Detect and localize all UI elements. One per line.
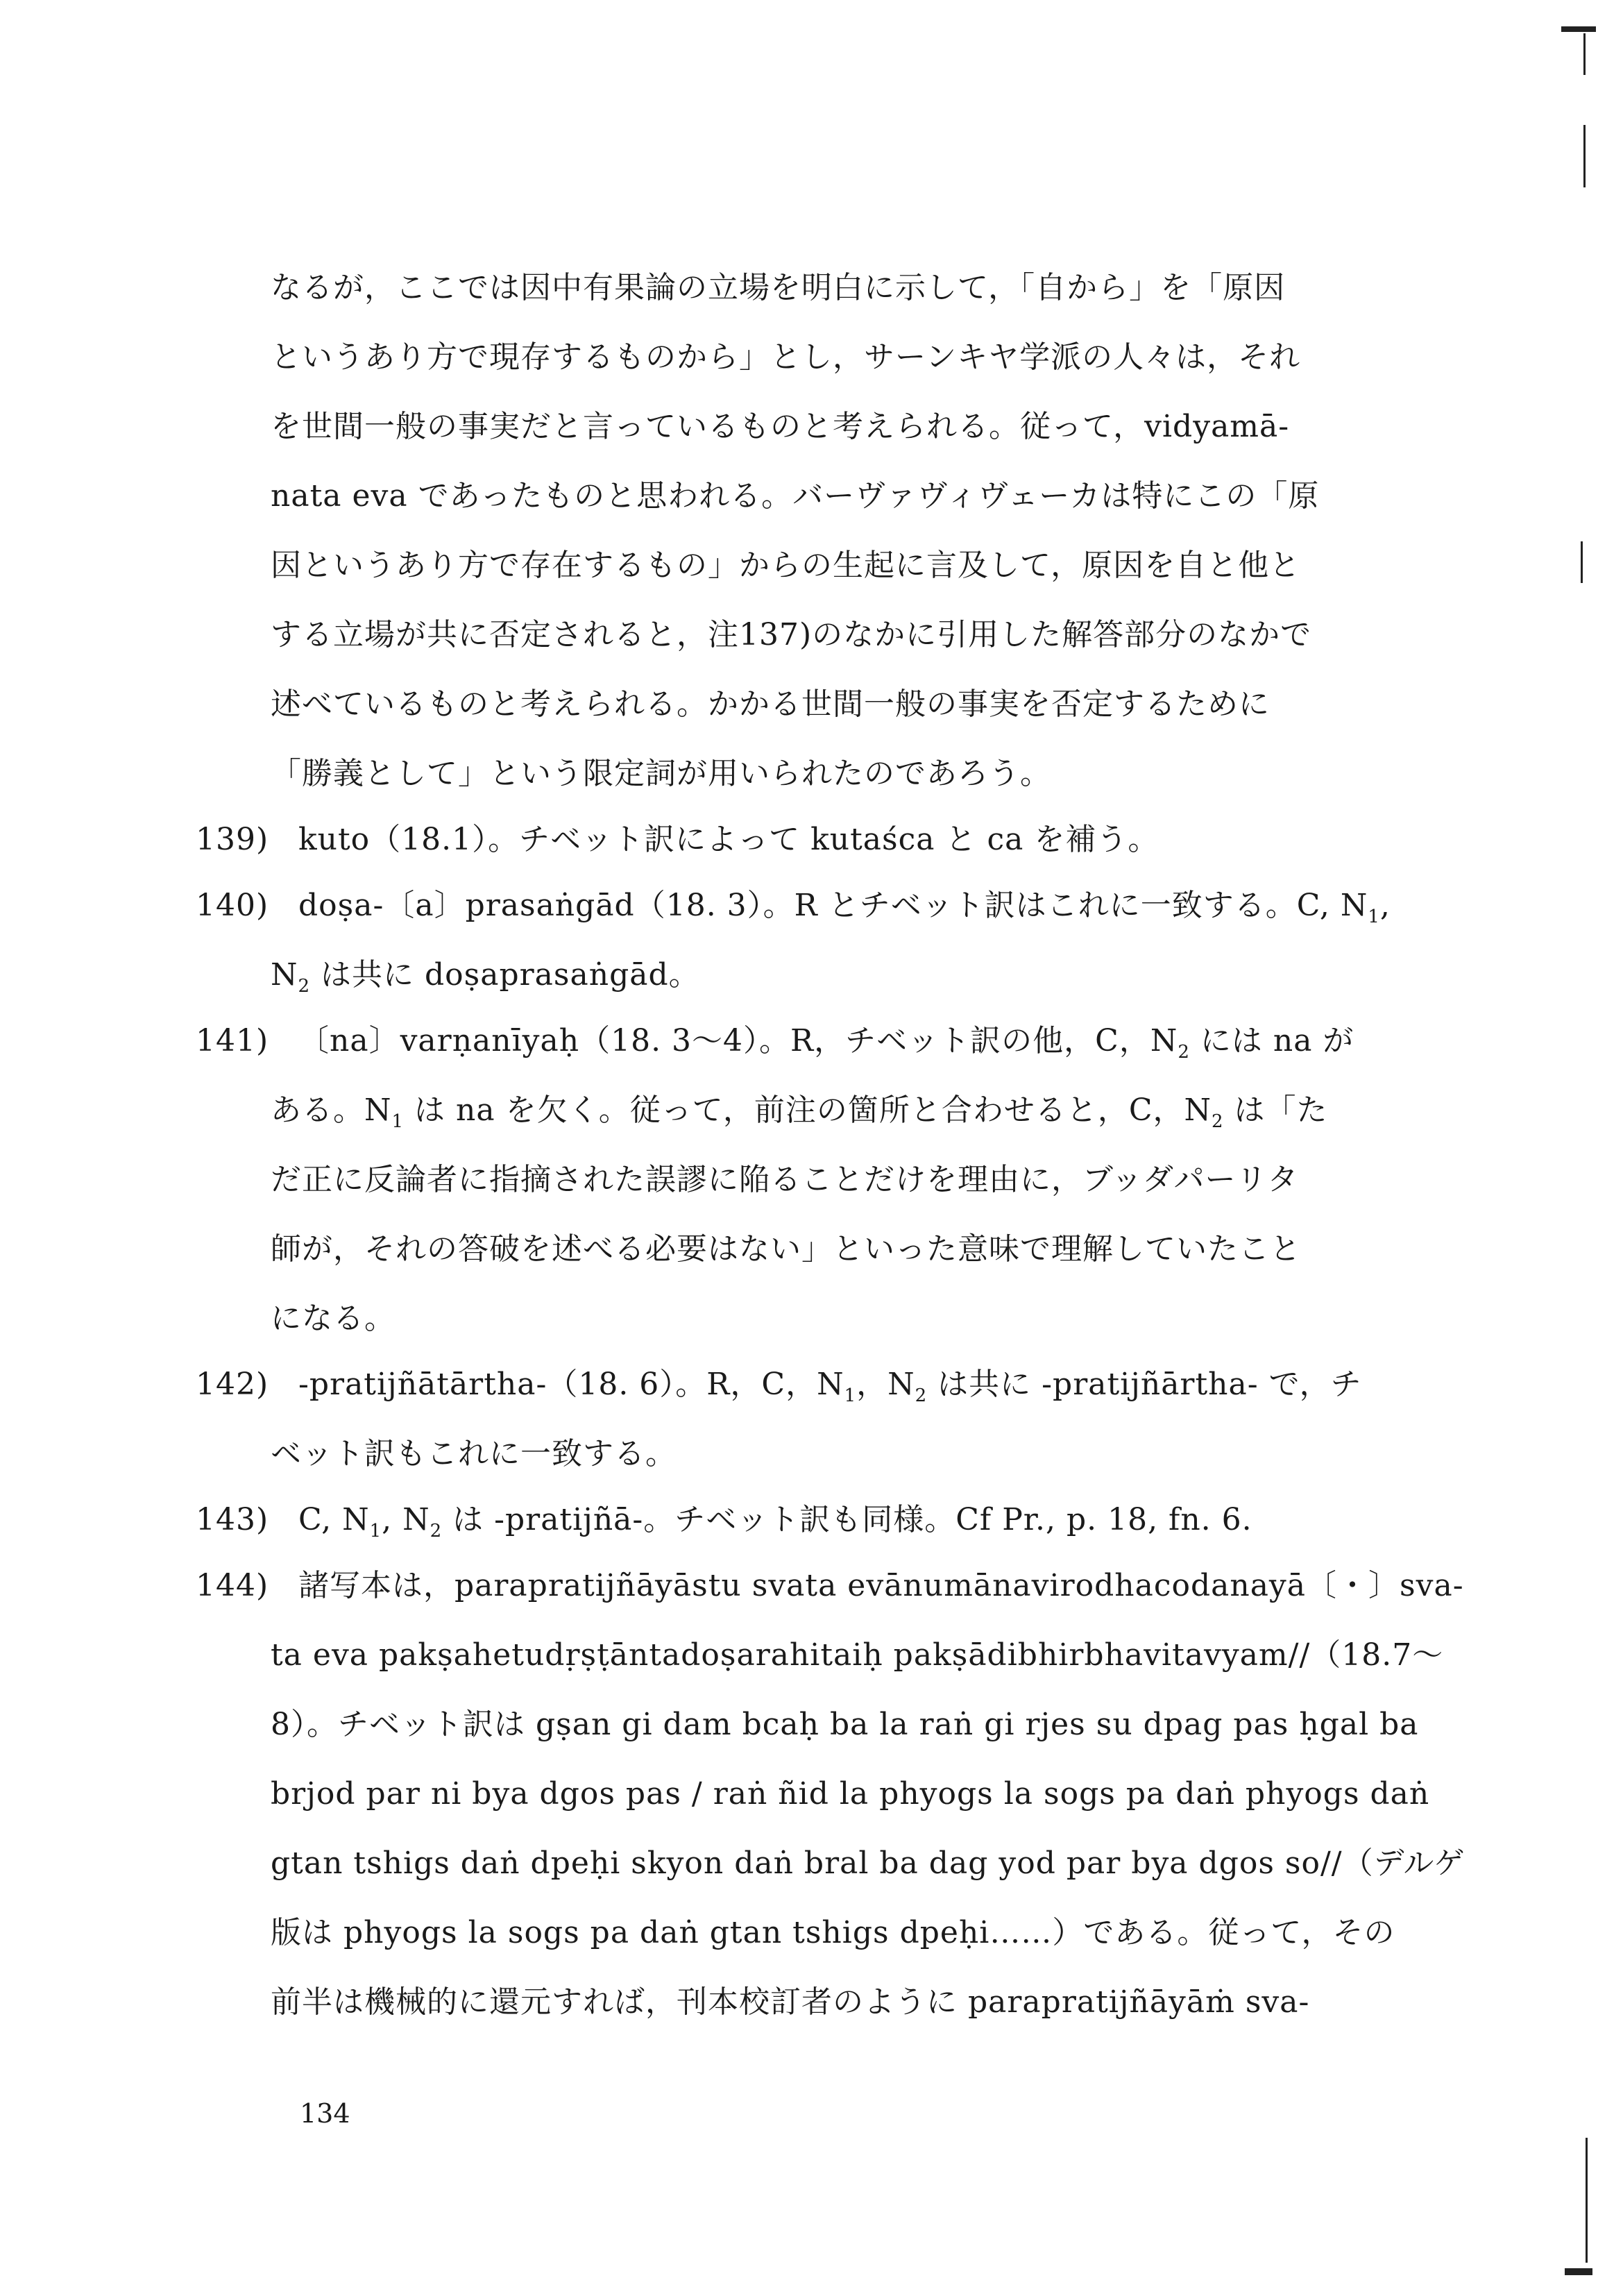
note-text-continuation: ある。$N_1$ は na を欠く。従って，前注の箇所と合わせると，C，$N_2$ は「た [271, 1092, 1328, 1132]
intro-line: 因というあり方で存在するもの」からの生起に言及して，原因を自と他と [271, 548, 1301, 583]
intro-line: 「勝義として」という限定詞が用いられたのであろう。 [271, 756, 1051, 791]
intro-line: というあり方で現存するものから」とし，サーンキヤ学派の人々は，それ [271, 339, 1301, 375]
note-text-continuation: 8）。チベット訳は gṣan gi dam bcaḥ ba la raṅ gi rjes su dpag pas ḥgal ba [271, 1707, 1419, 1742]
note-text-continuation: ベット訳もこれに一致する。 [271, 1436, 677, 1471]
scan-edge-mark [1581, 541, 1583, 583]
scan-edge-mark [1565, 2268, 1592, 2275]
note-text-continuation: ta eva pakṣahetudṛṣṭāntadoṣarahitaiḥ pakṣādibhirbhavitavyam//（18.7〜 [271, 1637, 1444, 1673]
intro-line: nata eva であったものと思われる。バーヴァヴィヴェーカは特にこの「原 [271, 478, 1320, 514]
intro-line: を世間一般の事実だと言っているものと考えられる。従って，vidyamā- [271, 409, 1290, 444]
note-text-continuation: brjod par ni bya dgos pas / raṅ ñid la phyogs la sogs pa daṅ phyogs daṅ [271, 1776, 1430, 1812]
note-number: 140) [196, 888, 269, 923]
note-text-continuation: になる。 [271, 1301, 396, 1336]
note-text-continuation: 師が，それの答破を述べる必要はない」といった意味で理解していたこと [271, 1231, 1301, 1267]
note-text: 諸写本は，parapratijñāyāstu svata evānumānavirodhacodanayā〔・〕sva- [298, 1568, 1464, 1603]
scan-edge-mark [1583, 33, 1586, 75]
note-text: doṣa-〔a〕prasaṅgād（18. 3）。R とチベット訳はこれに一致する。C, $N_1$, [298, 888, 1391, 927]
scan-edge-mark [1583, 125, 1586, 187]
note-text: C, $N_1$, $N_2$ は -pratijñā-。チベット訳も同様。Cf Pr., p. 18, fn. 6. [298, 1502, 1252, 1542]
note-text-continuation: gtan tshigs daṅ dpeḥi skyon daṅ bral ba dag yod par bya dgos so//（デルゲ [271, 1846, 1465, 1881]
note-text-continuation: $N_2$ は共に doṣaprasaṅgād。 [271, 957, 700, 997]
note-text: -pratijñātārtha-（18. 6）。R，C，$N_1$，$N_2$ は共に -pratijñārtha- で，チ [298, 1367, 1362, 1406]
scan-edge-mark [1561, 26, 1596, 32]
note-text: kuto（18.1）。チベット訳によって kutaśca と ca を補う。 [298, 822, 1159, 857]
note-number: 142) [196, 1367, 269, 1402]
note-text-continuation: だ正に反論者に指摘された誤謬に陥ることだけを理由に，ブッダパーリタ [271, 1162, 1299, 1197]
note-number: 143) [196, 1502, 269, 1537]
note-text-continuation: 版は phyogs la sogs pa daṅ gtan tshigs dpeḥi……）である。従って，その [271, 1915, 1395, 1950]
scan-edge-mark [1586, 2138, 1588, 2263]
page-number: 134 [300, 2098, 350, 2129]
note-number: 144) [196, 1568, 269, 1603]
intro-line: 述べているものと考えられる。かかる世間一般の事実を否定するために [271, 686, 1270, 722]
note-text-continuation: 前半は機械的に還元すれば，刊本校訂者のように parapratijñāyāṁ sva- [271, 1984, 1310, 2020]
intro-line: なるが，ここでは因中有果論の立場を明白に示して，「自から」を「原因 [271, 270, 1286, 305]
note-number: 141) [196, 1023, 269, 1058]
note-text: 〔na〕varṇanīyaḥ（18. 3〜4）。R，チベット訳の他，C，$N_2$ には na が [298, 1023, 1354, 1063]
note-number: 139) [196, 822, 269, 857]
intro-line: する立場が共に否定されると，注137)のなかに引用した解答部分のなかで [271, 617, 1312, 652]
